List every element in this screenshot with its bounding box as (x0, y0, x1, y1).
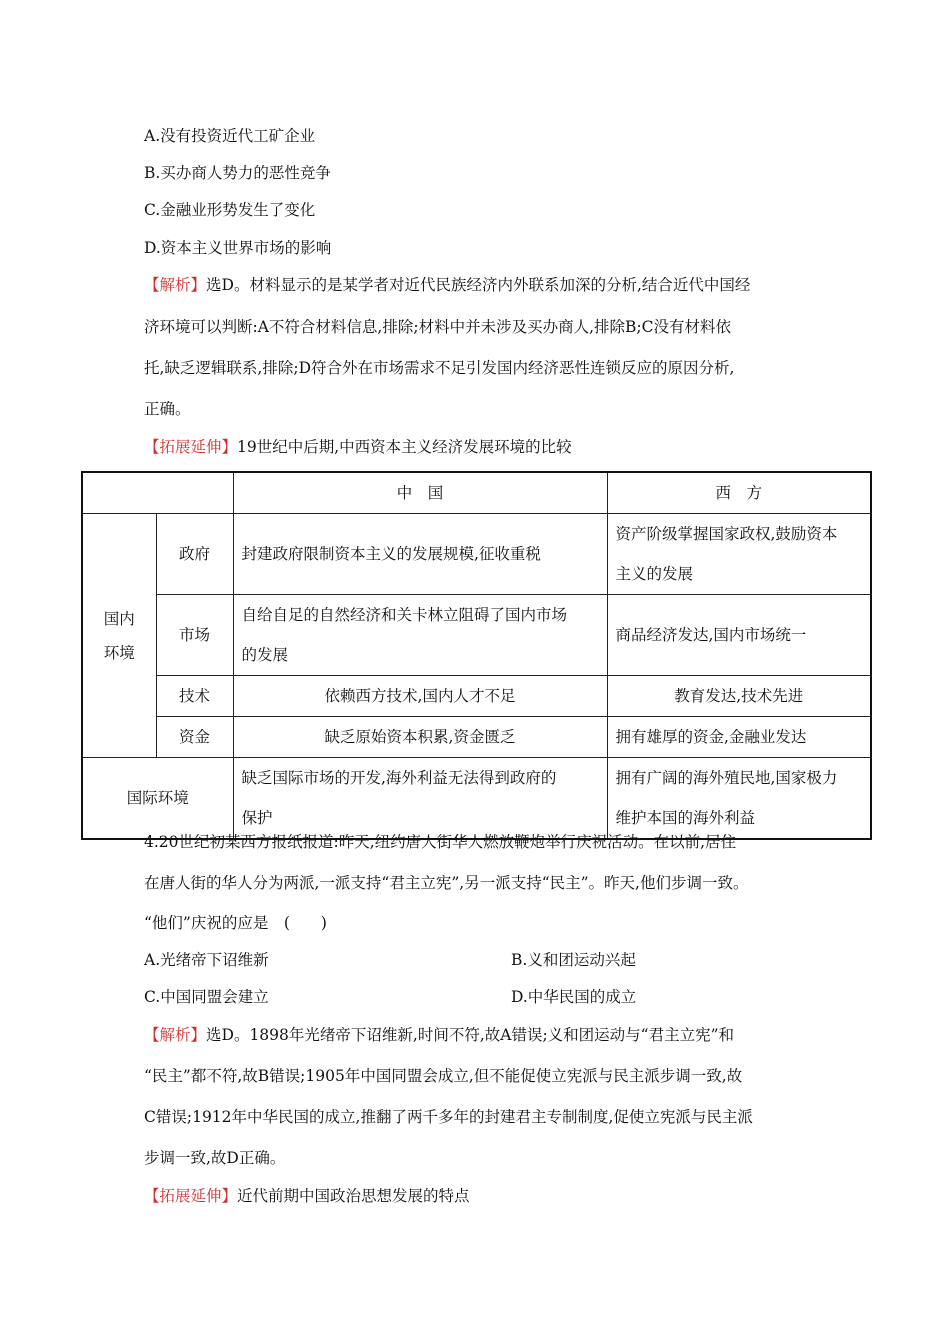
table-row (82, 717, 871, 758)
domestic-label-line-1: 国内 (103, 609, 135, 628)
west-cell (607, 514, 871, 595)
q4-analysis-line-3: C错误;1912年中华民国的成立,推翻了两千多年的封建君主专制制度,促使立宪派与民主派 (144, 1108, 753, 1126)
extension-tag: 【拓展延伸】 (144, 438, 238, 456)
china-cell-line: 的发展 (241, 646, 289, 664)
domestic-label-line-2: 环境 (103, 643, 135, 662)
west-cell-line: 拥有广阔的海外殖民地,国家极力 (615, 769, 838, 787)
comparison-table (81, 471, 872, 840)
extension-heading-2 (144, 1186, 470, 1206)
international-label: 国际环境 (82, 758, 233, 840)
west-cell-line: 维护本国的海外利益 (615, 809, 756, 827)
domestic-group-label (82, 514, 156, 758)
row-label: 资金 (156, 717, 233, 758)
q4-option-c: C.中国同盟会建立 (144, 988, 269, 1006)
q4-analysis-line-1 (144, 1025, 734, 1045)
analysis-text: 选D。材料显示的是某学者对近代民族经济内外联系加深的分析,结合近代中国经 (206, 276, 751, 294)
extension-text: 近代前期中国政治思想发展的特点 (237, 1187, 470, 1205)
china-cell-line: 自给自足的自然经济和关卡林立阻碍了国内市场 (241, 606, 568, 624)
china-cell (233, 758, 607, 840)
analysis-tag: 【解析】 (144, 1026, 207, 1044)
q4-stem-line-3: “他们”庆祝的应是 ( ) (144, 914, 327, 932)
q3-analysis-line-3: 托,缺乏逻辑联系,排除;D符合外在市场需求不足引发国内经济恶性连锁反应的原因分析, (144, 359, 735, 377)
west-cell: 教育发达,技术先进 (607, 676, 871, 717)
q3-analysis-line-2: 济环境可以判断:A不符合材料信息,排除;材料中并未涉及买办商人,排除B;C没有材料依 (144, 318, 731, 336)
q4-option-d: D.中华民国的成立 (511, 988, 637, 1006)
option-a: A.没有投资近代工矿企业 (144, 127, 316, 145)
china-cell: 依赖西方技术,国内人才不足 (233, 676, 607, 717)
china-cell (233, 595, 607, 676)
extension-heading-1 (144, 437, 572, 457)
option-b: B.买办商人势力的恶性竞争 (144, 164, 331, 182)
table-row (82, 595, 871, 676)
west-cell-line: 资产阶级掌握国家政权,鼓励资本 (615, 525, 838, 543)
q4-analysis-line-4: 步调一致,故D正确。 (144, 1149, 286, 1167)
table-row (82, 758, 871, 840)
table-header-row (82, 472, 871, 514)
west-cell-line: 主义的发展 (615, 565, 694, 583)
china-cell: 封建政府限制资本主义的发展规模,征收重税 (233, 514, 607, 595)
row-label: 政府 (156, 514, 233, 595)
q4-option-b: B.义和团运动兴起 (511, 951, 636, 969)
row-label: 市场 (156, 595, 233, 676)
q3-analysis-line-4: 正确。 (144, 400, 191, 418)
header-west: 西 方 (607, 472, 871, 514)
west-cell: 商品经济发达,国内市场统一 (607, 595, 871, 676)
q4-stem-line-2: 在唐人街的华人分为两派,一派支持“君主立宪”,另一派支持“民主”。昨天,他们步调一致。 (144, 874, 749, 892)
china-cell: 缺乏原始资本积累,资金匮乏 (233, 717, 607, 758)
q4-analysis-line-2: “民主”都不符,故B错误;1905年中国同盟会成立,但不能促使立宪派与民主派步调一致,故 (144, 1067, 743, 1085)
extension-tag: 【拓展延伸】 (144, 1187, 238, 1205)
option-c: C.金融业形势发生了变化 (144, 201, 316, 219)
analysis-text: 选D。1898年光绪帝下诏维新,时间不符,故A错误;义和团运动与“君主立宪”和 (206, 1026, 735, 1044)
row-label: 技术 (156, 676, 233, 717)
header-empty-cell (82, 472, 233, 514)
extension-text: 19世纪中后期,中西资本主义经济发展环境的比较 (237, 438, 572, 456)
q3-analysis-line-1 (144, 275, 750, 295)
west-cell: 拥有雄厚的资金,金融业发达 (607, 717, 871, 758)
china-cell-line: 保护 (241, 809, 273, 827)
option-d: D.资本主义世界市场的影响 (144, 239, 332, 257)
analysis-tag: 【解析】 (144, 276, 207, 294)
table-row (82, 514, 871, 595)
q4-stem-line-1: 4.20世纪初某西方报纸报道:昨天,纽约唐人街华人燃放鞭炮举行庆祝活动。在以前,居住 (144, 833, 737, 851)
table-row (82, 676, 871, 717)
west-cell (607, 758, 871, 840)
q4-option-a: A.光绪帝下诏维新 (144, 951, 269, 969)
header-china: 中 国 (233, 472, 607, 514)
china-cell-line: 缺乏国际市场的开发,海外利益无法得到政府的 (241, 769, 557, 787)
